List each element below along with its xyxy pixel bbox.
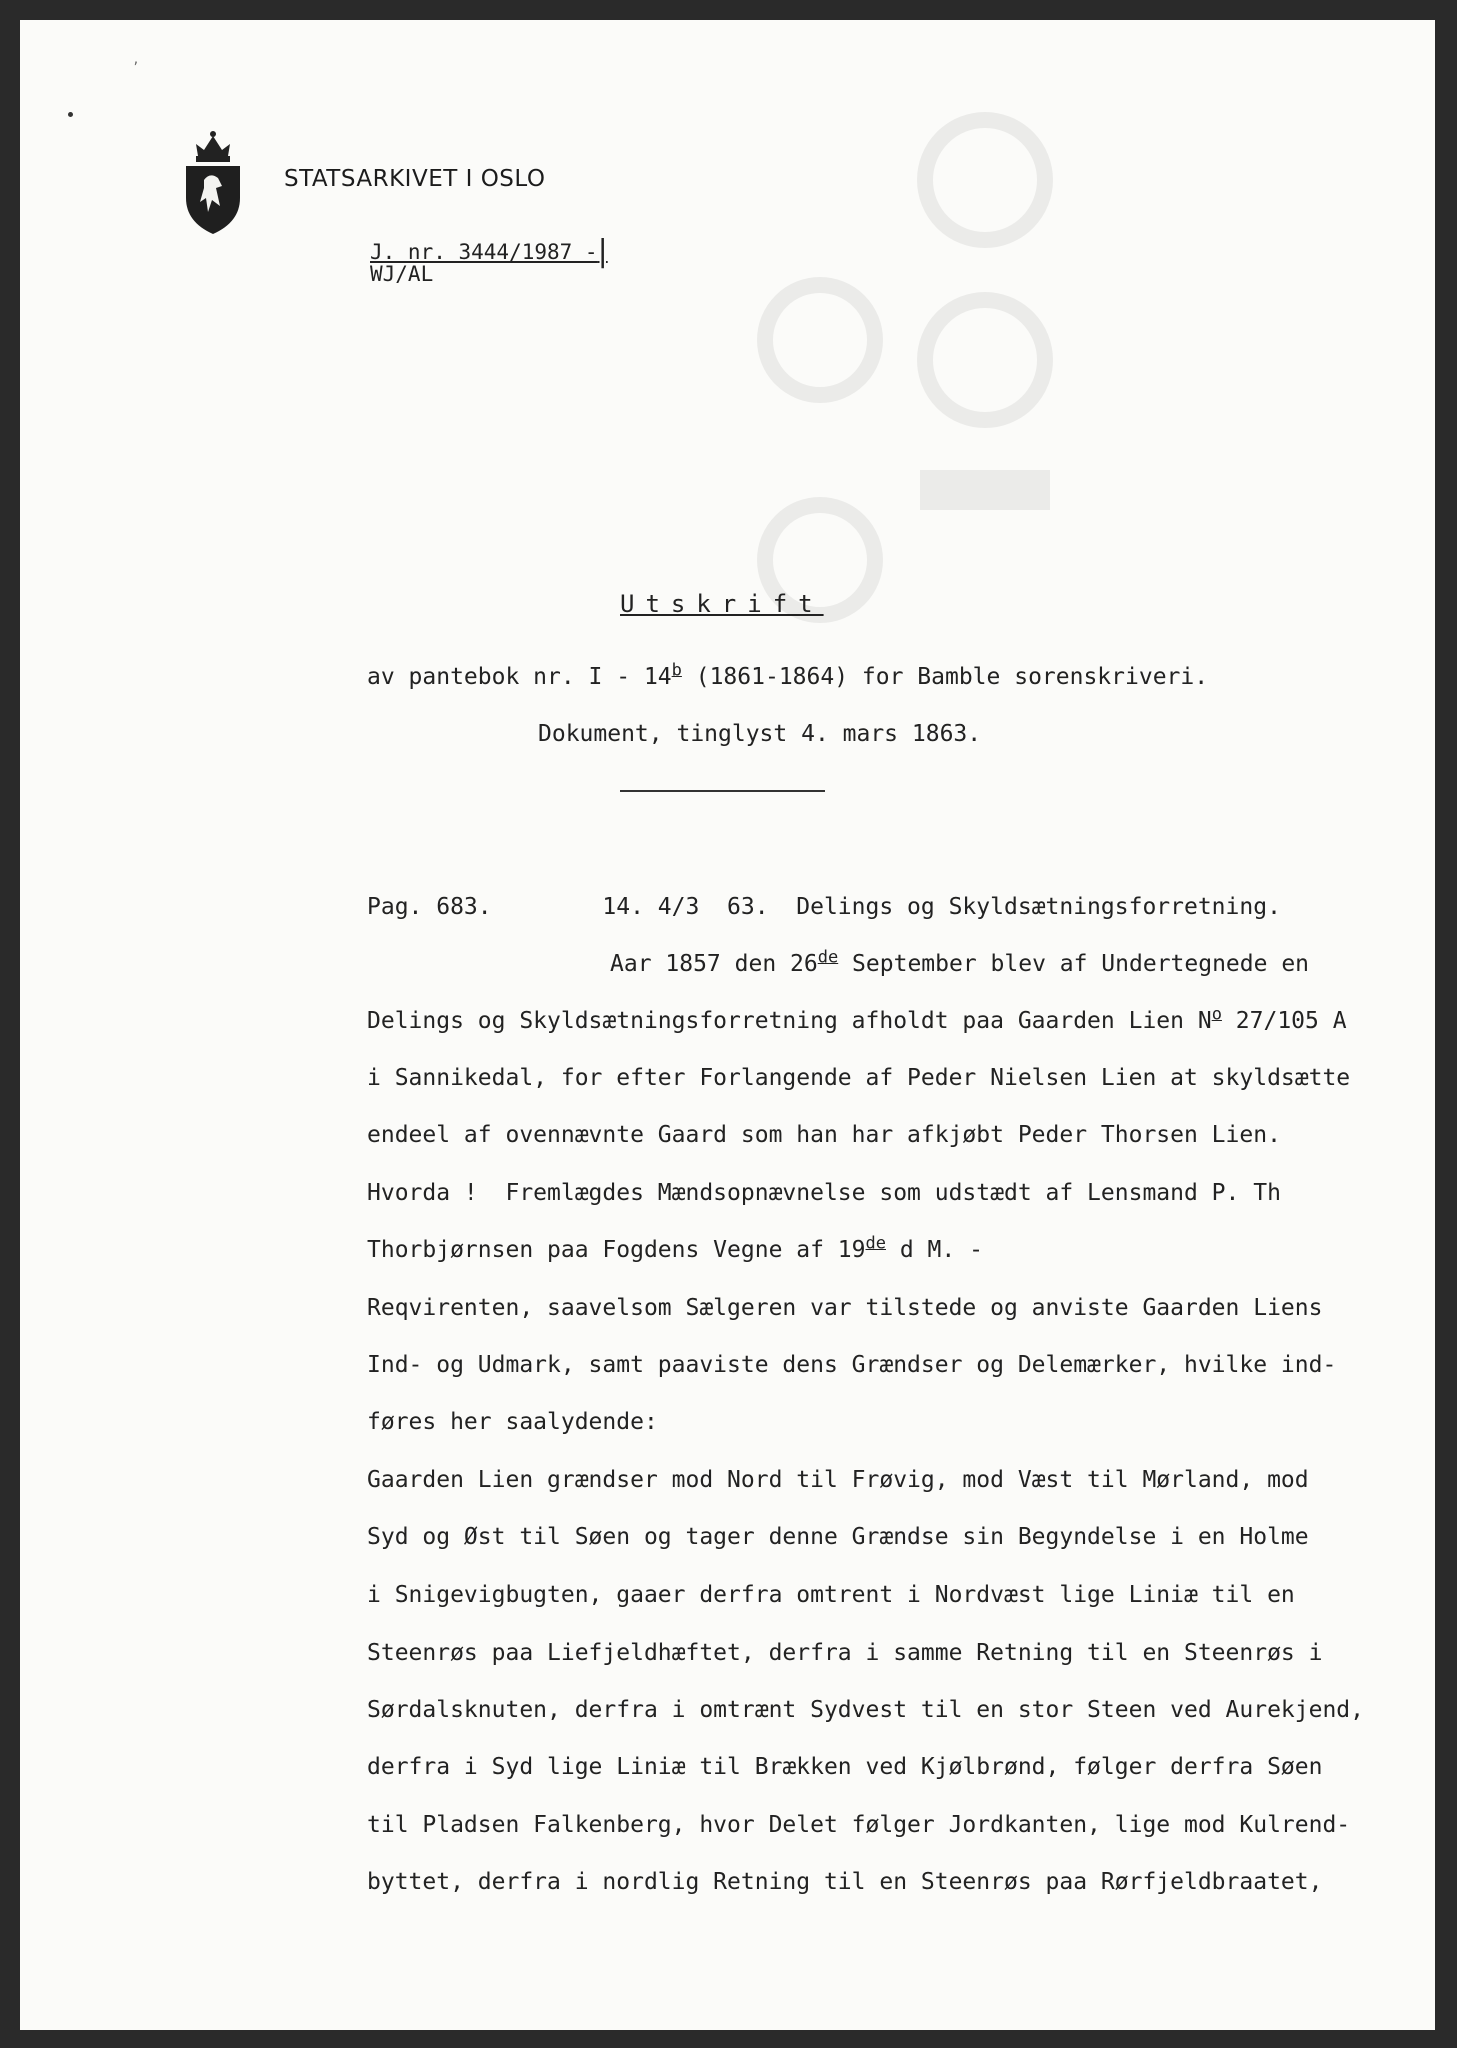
journal-mark: | xyxy=(597,234,608,269)
body-line-13: i Snigevigbugten, gaaer derfra omtrent i Nordvæst lige Liniæ til en xyxy=(367,1582,1295,1608)
body-line-3b: 27/105 A xyxy=(1221,1008,1347,1034)
body-line-2 xyxy=(610,947,1310,977)
subtitle-superscript: b xyxy=(671,660,682,681)
body-line-9: Ind- og Udmark, samt paaviste dens Grændser og Delemærker, hvilke ind- xyxy=(367,1352,1337,1378)
body-line-16: derfra i Syd lige Liniæ til Brækken ved Kjølbrønd, følger derfra Søen xyxy=(367,1754,1323,1780)
body-line-7b: d M. - xyxy=(885,1237,983,1263)
body-line-3a: Delings og Skyldsætningsforretning afholdt paa Gaarden Lien N xyxy=(367,1008,1212,1034)
body-line-18: byttet, derfra i nordlig Retning til en Steenrøs paa Rørfjeldbraatet, xyxy=(367,1869,1323,1895)
body-line-3 xyxy=(367,1004,1347,1034)
body-line-14: Steenrøs paa Liefjeldhæftet, derfra i samme Retning til en Steenrøs i xyxy=(367,1640,1323,1666)
body-line-12: Syd og Øst til Søen og tager denne Grændse sin Begyndelse i en Holme xyxy=(367,1524,1309,1550)
body-line-4: i Sannikedal, for efter Forlangende af Peder Nielsen Lien at skyldsætte xyxy=(367,1065,1351,1091)
organization-name: STATSARKIVET I OSLO xyxy=(284,166,546,192)
body-line-7-sup: de xyxy=(865,1233,886,1254)
body-line-5: endeel af ovennævnte Gaard som han har afkjøbt Peder Thorsen Lien. xyxy=(367,1122,1281,1148)
subtitle-part1: av pantebok nr. I - 14 xyxy=(367,664,672,690)
subtitle-line xyxy=(367,660,1209,690)
body-line-7a: Thorbjørnsen paa Fogdens Vegne af 19 xyxy=(367,1237,866,1263)
document-date-line: Dokument, tinglyst 4. mars 1863. xyxy=(538,721,982,747)
divider-rule xyxy=(620,790,825,792)
body-line-2b: September blev af Undertegnede en xyxy=(838,951,1310,977)
document-title: Utskrift xyxy=(620,590,824,618)
scan-speck: ’ xyxy=(132,60,140,74)
body-line-1: Pag. 683. 14. 4/3 63. Delings og Skyldsætningsforretning. xyxy=(367,894,1281,920)
body-line-10: føres her saalydende: xyxy=(367,1409,658,1435)
body-line-11: Gaarden Lien grændser mod Nord til Frøvig, mod Væst til Mørland, mod xyxy=(367,1467,1309,1493)
initials: WJ/AL xyxy=(370,262,434,286)
body-line-7 xyxy=(367,1233,983,1263)
body-line-2-sup: de xyxy=(817,947,839,968)
body-line-15: Sørdalsknuten, derfra i omtrænt Sydvest til en stor Steen ved Aurekjend, xyxy=(367,1697,1364,1723)
scan-dot xyxy=(68,112,73,117)
body-line-6: Hvorda ! Fremlægdes Mændsopnævnelse som udstædt af Lensmand P. Th xyxy=(367,1180,1281,1206)
subtitle-part2: (1861-1864) for Bamble sorenskriveri. xyxy=(681,664,1209,690)
body-line-3-sup: o xyxy=(1211,1004,1222,1025)
body-line-8: Reqvirenten, saavelsom Sælgeren var tilstede og anviste Gaarden Liens xyxy=(367,1295,1323,1321)
body-line-2a: Aar 1857 den 26 xyxy=(610,951,818,977)
journal-number-text: J. nr. 3444/1987 - xyxy=(370,240,598,264)
body-line-17: til Pladsen Falkenberg, hvor Delet følger Jordkanten, lige mod Kulrend- xyxy=(367,1812,1351,1838)
norwegian-coat-of-arms-icon xyxy=(182,126,244,236)
